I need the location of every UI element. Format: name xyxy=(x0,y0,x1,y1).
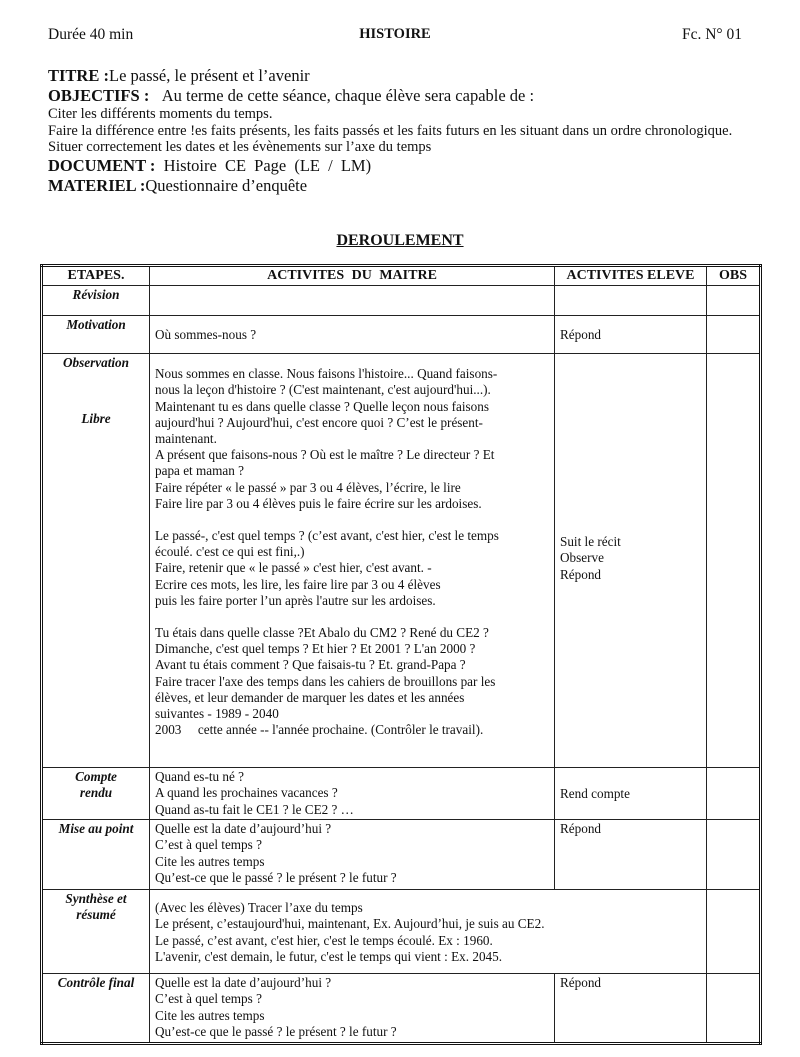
maitre-line: Quelle est la date d’aujourd’hui ? xyxy=(155,975,332,991)
eleve-cell xyxy=(555,286,707,316)
maitre-line: Faire répéter « le passé » par 3 ou 4 élèves, l’écrire, le lire xyxy=(155,479,461,495)
maitre-line: Où sommes-nous ? xyxy=(155,326,257,342)
etape-synthese: Synthèse et xyxy=(65,891,127,907)
materiel-label: MATERIEL : xyxy=(48,175,146,195)
maitre-cell xyxy=(150,286,555,316)
maitre-line: Quand es-tu né ? xyxy=(155,769,244,785)
eleve-line: Rend compte xyxy=(560,785,630,801)
etape-observation: Observation xyxy=(63,355,129,371)
maitre-line: Qu’est-ce que le passé ? le présent ? le futur ? xyxy=(155,869,397,885)
maitre-line: Nous sommes en classe. Nous faisons l'histoire... Quand faisons- xyxy=(155,366,498,382)
table-row xyxy=(42,890,761,974)
obs-cell xyxy=(707,820,761,890)
lesson-meta xyxy=(48,66,758,196)
table-row xyxy=(42,768,761,820)
maitre-line: Dimanche, c'est quel temps ? Et hier ? Et 2001 ? L'an 2000 ? xyxy=(155,641,476,657)
maitre-line: Faire, retenir que « le passé » c'est hier, c'est avant. - xyxy=(155,560,432,576)
page-header xyxy=(48,26,742,48)
maitre-cell xyxy=(150,890,707,974)
maitre-line: Le présent, c’estaujourd'hui, maintenant, Ex. Aujourd’hui, je suis au CE2. xyxy=(155,916,545,932)
table-row xyxy=(42,974,761,1044)
maitre-line: Maintenant tu es dans quelle classe ? Quelle leçon nous faisons xyxy=(155,398,489,414)
obs-cell xyxy=(707,974,761,1044)
sheet-number: Fc. N° 01 xyxy=(681,26,742,43)
etape-revision: Révision xyxy=(42,286,150,316)
maitre-line: Cite les autres temps xyxy=(155,1007,265,1023)
maitre-cell xyxy=(150,316,555,354)
obs-cell xyxy=(707,286,761,316)
document-value: Histoire CE Page (LE / LM) xyxy=(163,155,372,175)
maitre-line: C’est à quel temps ? xyxy=(155,991,262,1007)
etape-observation-libre xyxy=(42,354,150,768)
maitre-line: A quand les prochaines vacances ? xyxy=(155,785,338,801)
eleve-cell xyxy=(555,820,707,890)
maitre-line: Ecrire ces mots, les lire, les faire lire par 3 ou 4 élèves xyxy=(155,576,441,592)
table-header-row xyxy=(42,266,761,286)
maitre-line: L'avenir, c'est demain, le futur, c'est le temps qui vient : Ex. 2045. xyxy=(155,948,503,964)
maitre-cell xyxy=(150,820,555,890)
titre-value: Le passé, le présent et l’avenir xyxy=(108,66,310,85)
eleve-line: Répond xyxy=(560,326,602,342)
subject-title: HISTOIRE xyxy=(359,26,431,42)
obs-cell xyxy=(707,890,761,974)
maitre-line: C’est à quel temps ? xyxy=(155,837,262,853)
table-row xyxy=(42,820,761,890)
titre-line xyxy=(48,66,758,86)
objectifs-line xyxy=(48,86,758,106)
eleve-line: Répond xyxy=(560,821,602,837)
table-row xyxy=(42,354,761,768)
maitre-line: Cite les autres temps xyxy=(155,853,265,869)
eleve-cell xyxy=(555,316,707,354)
etape-rendu: rendu xyxy=(79,785,113,801)
duration-label: Durée 40 min xyxy=(48,26,134,43)
eleve-cell xyxy=(555,354,707,768)
maitre-line: élèves, et leur demander de marquer les dates et les années xyxy=(155,689,465,705)
maitre-line: Le passé, c’est avant, c'est hier, c'est le temps écoulé. Ex : 1960. xyxy=(155,932,493,948)
maitre-cell xyxy=(150,974,555,1044)
maitre-line: écoulé. c'est ce qui est fini,.) xyxy=(155,544,305,560)
maitre-line: puis les faire porter l’un après l'autre sur les ardoises. xyxy=(155,592,436,608)
objective-1: Citer les différents moments du temps. xyxy=(48,106,273,122)
maitre-line: maintenant. xyxy=(155,431,217,447)
maitre-line: aujourd'hui ? Aujourd'hui, c'est encore quoi ? C’est le présent- xyxy=(155,414,483,430)
maitre-line: Faire lire par 3 ou 4 élèves puis le faire écrire sur les ardoises. xyxy=(155,495,482,511)
titre-label: TITRE : xyxy=(48,66,109,85)
eleve-line: Suit le récit xyxy=(560,534,621,550)
table-row xyxy=(42,286,761,316)
maitre-line: 2003 cette année -- l'année prochaine. (Contrôler le travail). xyxy=(155,722,484,738)
obs-cell xyxy=(707,354,761,768)
header-etapes: ETAPES. xyxy=(42,266,150,286)
objective-2: Faire la différence entre !es faits présents, les faits passés et les faits futurs en les situant dans un ordre chronologique. xyxy=(48,122,733,139)
maitre-line: Quelle est la date d’aujourd’hui ? xyxy=(155,821,332,837)
etape-resume: résumé xyxy=(76,907,116,923)
etape-mise-au-point: Mise au point xyxy=(42,820,150,890)
maitre-line: Tu étais dans quelle classe ?Et Abalo du CM2 ? René du CE2 ? xyxy=(155,625,489,641)
maitre-line: A présent que faisons-nous ? Où est le maître ? Le directeur ? Et xyxy=(155,447,495,463)
maitre-line: Avant tu étais comment ? Que faisais-tu ? Et. grand-Papa ? xyxy=(155,657,466,673)
header-eleve: ACTIVITES ELEVE xyxy=(555,266,707,286)
etape-controle-final: Contrôle final xyxy=(42,974,150,1044)
maitre-cell xyxy=(150,768,555,820)
lesson-table xyxy=(40,264,762,1045)
etape-motivation: Motivation xyxy=(42,316,150,354)
maitre-line: Quand as-tu fait le CE1 ? le CE2 ? … xyxy=(155,801,354,817)
materiel-line xyxy=(48,176,758,196)
table-row xyxy=(42,316,761,354)
maitre-line: Qu’est-ce que le passé ? le présent ? le futur ? xyxy=(155,1023,397,1039)
maitre-line: papa et maman ? xyxy=(155,463,244,479)
obs-cell xyxy=(707,316,761,354)
maitre-line: suivantes - 1989 - 2040 xyxy=(155,706,279,722)
objectifs-value: Au terme de cette séance, chaque élève sera capable de : xyxy=(161,86,535,105)
maitre-line: Le passé-, c'est quel temps ? (c’est avant, c'est hier, c'est le temps xyxy=(155,528,499,544)
maitre-cell xyxy=(150,354,555,768)
eleve-cell xyxy=(555,974,707,1044)
etape-compte: Compte xyxy=(75,769,117,785)
section-title: DEROULEMENT xyxy=(336,232,464,249)
obs-cell xyxy=(707,768,761,820)
eleve-line: Répond xyxy=(560,566,602,582)
etape-libre: Libre xyxy=(81,411,111,427)
header-obs: OBS xyxy=(707,266,761,286)
objectifs-label: OBJECTIFS : xyxy=(48,86,150,105)
document-line xyxy=(48,156,758,176)
eleve-cell xyxy=(555,768,707,820)
etape-synthese-resume xyxy=(42,890,150,974)
materiel-value: Questionnaire d’enquête xyxy=(145,175,308,195)
maitre-line: (Avec les élèves) Tracer l’axe du temps xyxy=(155,900,363,916)
document-label: DOCUMENT : xyxy=(48,155,156,175)
objective-3: Situer correctement les dates et les évènements sur l’axe du temps xyxy=(48,139,432,156)
eleve-line: Répond xyxy=(560,975,602,991)
etape-compte-rendu xyxy=(42,768,150,820)
header-maitre: ACTIVITES DU MAITRE xyxy=(150,266,555,286)
eleve-line: Observe xyxy=(560,550,604,566)
maitre-line: Faire tracer l'axe des temps dans les cahiers de brouillons par les xyxy=(155,673,496,689)
maitre-line: nous la leçon d'histoire ? (C'est maintenant, c'est aujourd'hui...). xyxy=(155,382,491,398)
